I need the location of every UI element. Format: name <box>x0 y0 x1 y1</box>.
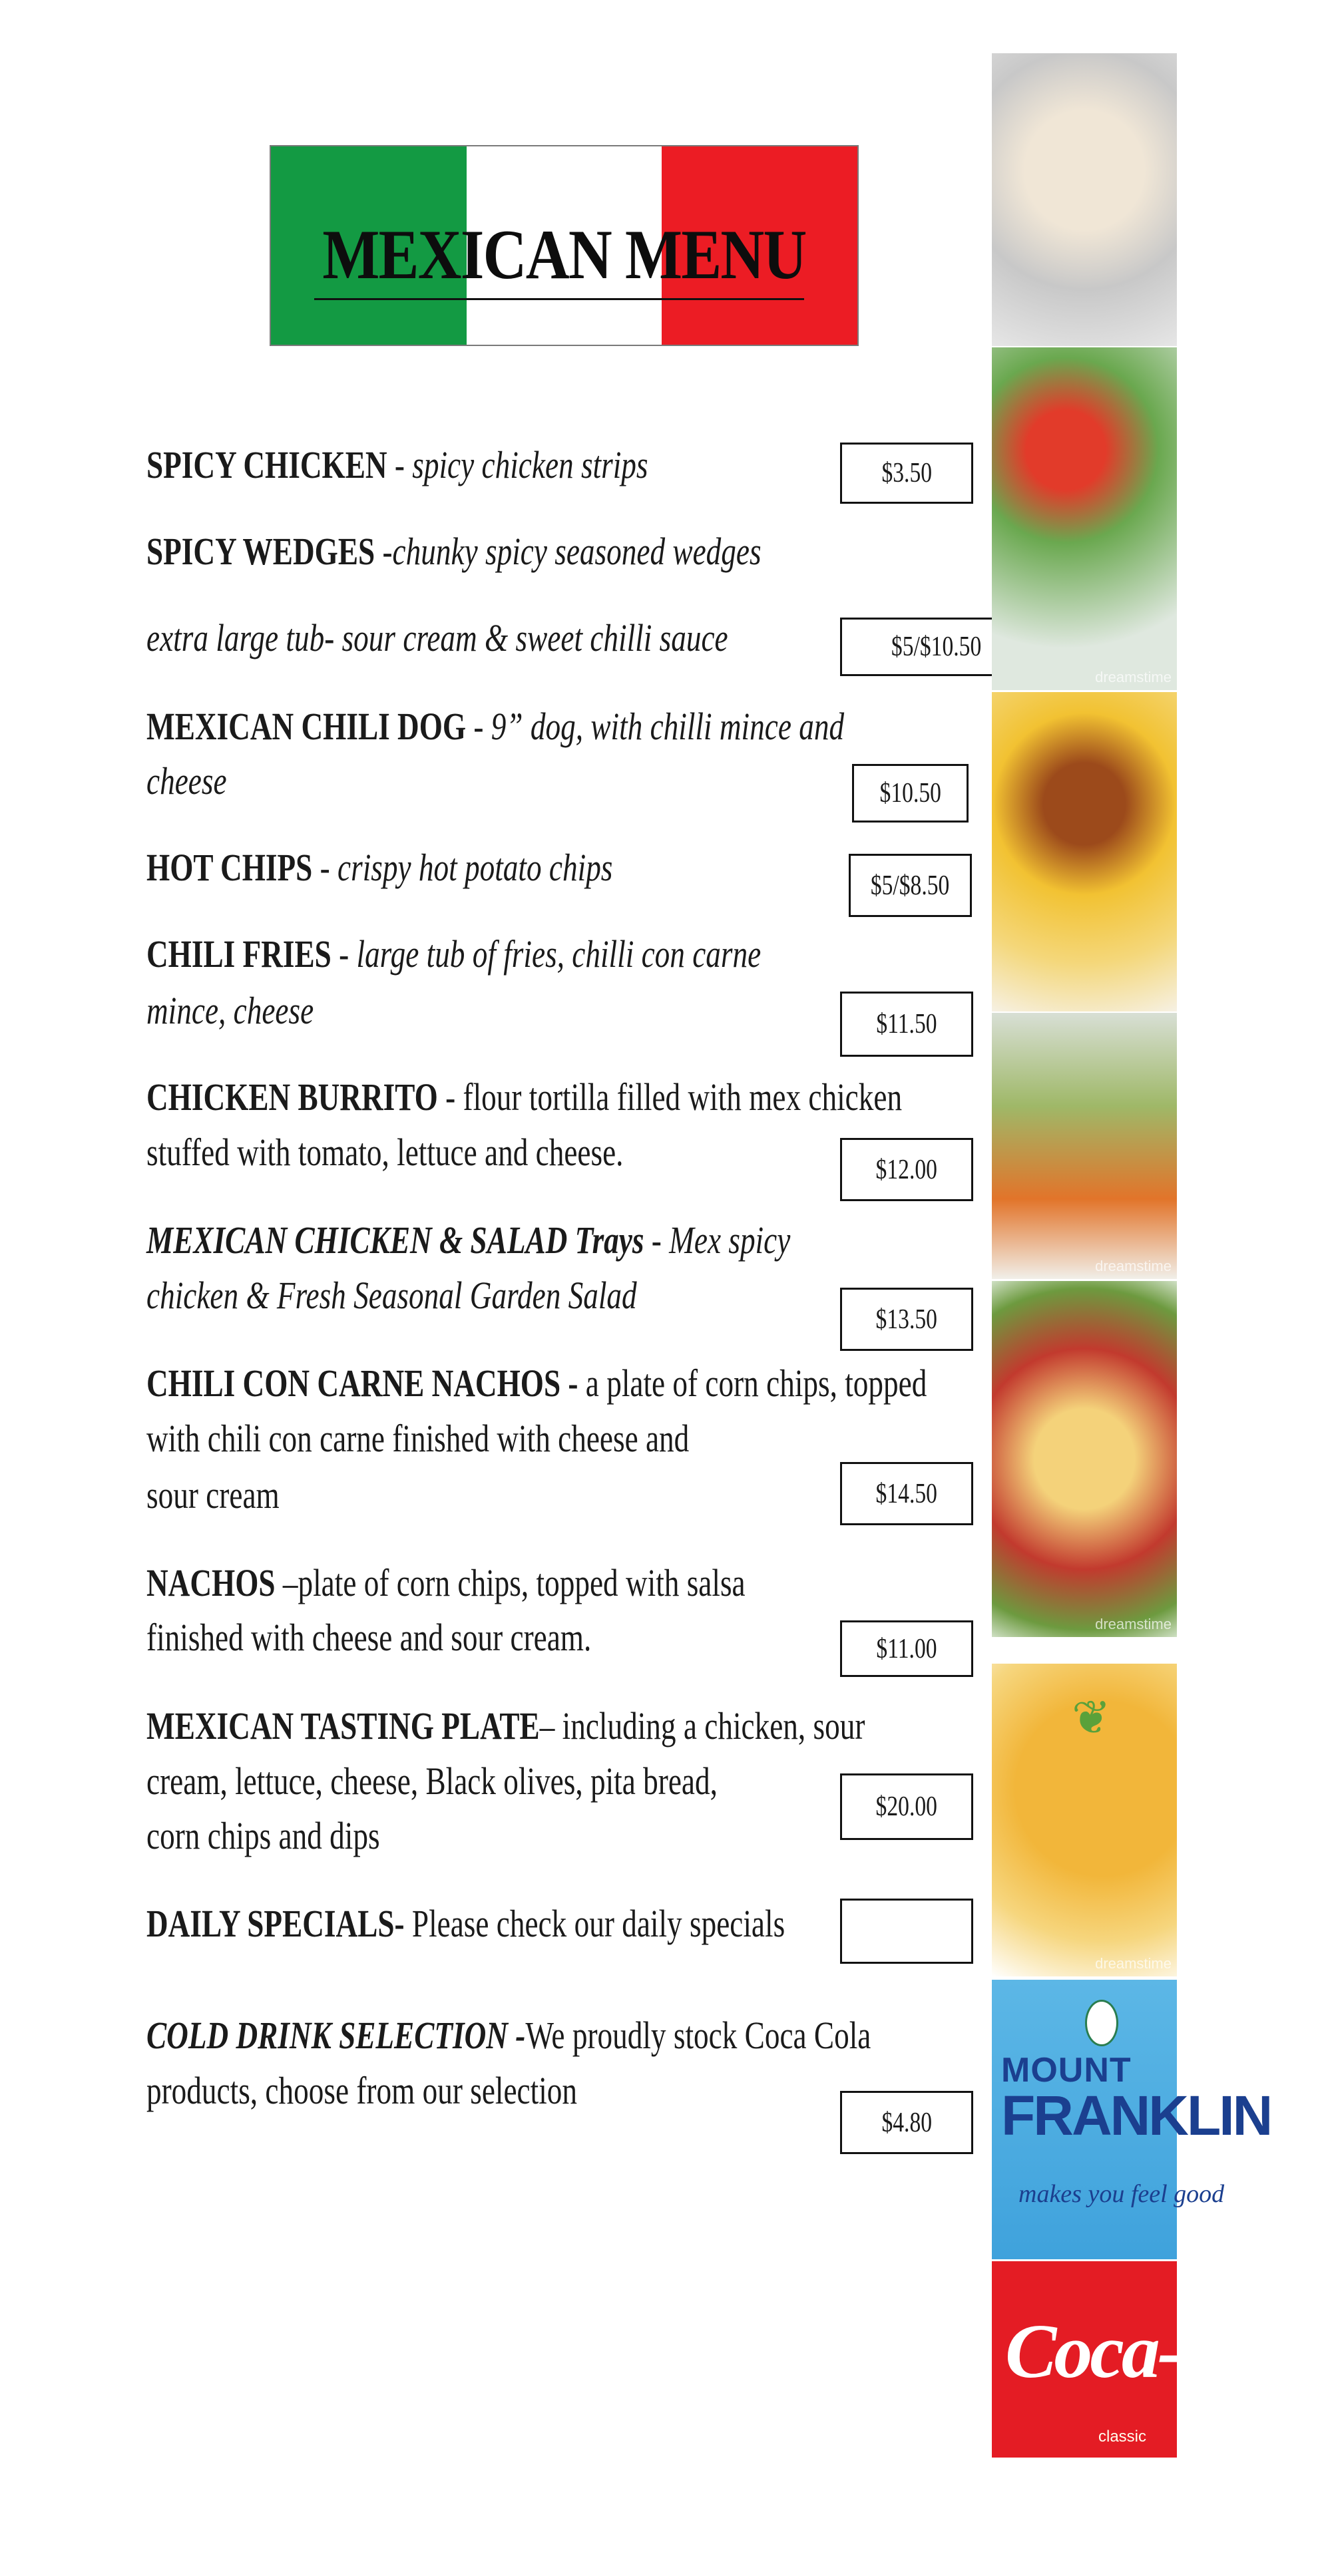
wedges-photo <box>992 53 1177 346</box>
menu-item-cold-drinks: COLD DRINK SELECTION -We proudly stock Coca Cola <box>146 2014 871 2057</box>
menu-item-chili-con-carne-nachos: CHILI CON CARNE NACHOS - a plate of corn chips, topped <box>146 1362 927 1405</box>
mount-franklin-line1: MOUNT <box>1001 2051 1132 2090</box>
menu-item-hot-chips: HOT CHIPS - crispy hot potato chips <box>146 846 613 889</box>
menu-item-chili-con-carne-nachos-line3: sour cream <box>146 1473 280 1517</box>
menu-item-nachos: NACHOS –plate of corn chips, topped with salsa <box>146 1561 746 1604</box>
nachos-photo: dreamstime <box>992 1281 1177 1637</box>
menu-item-chili-fries-line2: mince, cheese <box>146 989 314 1032</box>
menu-item-chicken-salad-trays: MEXICAN CHICKEN & SALAD Trays - Mex spicy <box>146 1218 791 1262</box>
price-box: $4.80 <box>840 2091 973 2154</box>
price-box: $13.50 <box>840 1288 973 1351</box>
menu-item-nachos-line2: finished with cheese and sour cream. <box>146 1616 592 1659</box>
menu-item-tasting-plate-line2: cream, lettuce, cheese, Black olives, pita bread, <box>146 1759 718 1803</box>
chili-fries-photo <box>992 692 1177 1012</box>
price-box: $11.00 <box>840 1620 973 1677</box>
menu-item-chili-con-carne-nachos-line2: with chili con carne finished with cheese and <box>146 1417 690 1460</box>
menu-item-chicken-burrito-line2: stuffed with tomato, lettuce and cheese. <box>146 1131 624 1174</box>
price-box: $3.50 <box>840 443 973 504</box>
price-box: $20.00 <box>840 1773 973 1840</box>
price-box: $14.50 <box>840 1462 973 1525</box>
price-box: $5/$10.50 <box>840 618 1033 676</box>
menu-item-chili-dog: MEXICAN CHILI DOG - 9” dog, with chilli mince and <box>146 705 845 748</box>
price-box-empty <box>840 1899 973 1964</box>
menu-item-cold-drinks-line2: products, choose from our selection <box>146 2069 578 2112</box>
dips-photo: dreamstime <box>992 1013 1177 1279</box>
menu-item-chicken-salad-trays-line2: chicken & Fresh Seasonal Garden Salad <box>146 1274 637 1317</box>
coca-cola-sub: classic <box>1098 2428 1147 2446</box>
fries-photo: ❦ dreamstime <box>992 1664 1177 1976</box>
menu-item-chili-fries: CHILI FRIES - large tub of fries, chilli con carne <box>146 932 762 976</box>
coca-cola-logo: Coca-Cola <box>1005 2309 1320 2394</box>
title-underline <box>314 298 804 300</box>
price-box: $12.00 <box>840 1138 973 1201</box>
coca-cola-ad <box>992 2261 1320 2458</box>
menu-title: MEXICAN MENU <box>322 216 806 293</box>
price-box: $5/$8.50 <box>849 854 972 917</box>
salad-photo: dreamstime <box>992 347 1177 690</box>
menu-item-chicken-burrito: CHICKEN BURRITO - flour tortilla filled with mex chicken <box>146 1075 903 1119</box>
mount-franklin-tagline: makes you feel good <box>1018 2180 1225 2208</box>
menu-item-chili-dog-line2: cheese <box>146 759 227 803</box>
menu-item-spicy-chicken: SPICY CHICKEN - spicy chicken strips <box>146 443 648 486</box>
mount-franklin-line2: FRANKLIN <box>1001 2084 1271 2147</box>
price-box: $11.50 <box>840 992 973 1057</box>
menu-item-wedges-tub: extra large tub- sour cream & sweet chilli sauce <box>146 616 728 659</box>
menu-item-tasting-plate-line3: corn chips and dips <box>146 1814 380 1857</box>
menu-item-daily-specials: DAILY SPECIALS- Please check our daily specials <box>146 1902 785 1945</box>
menu-item-spicy-wedges: SPICY WEDGES -chunky spicy seasoned wedges <box>146 530 762 573</box>
mount-franklin-logo-icon <box>1085 2000 1118 2046</box>
mount-franklin-ad <box>992 1980 1271 2259</box>
menu-item-tasting-plate: MEXICAN TASTING PLATE– including a chicken, sour <box>146 1704 865 1748</box>
price-box: $10.50 <box>852 764 969 823</box>
mint-leaf-icon: ❦ <box>1072 1693 1111 1744</box>
